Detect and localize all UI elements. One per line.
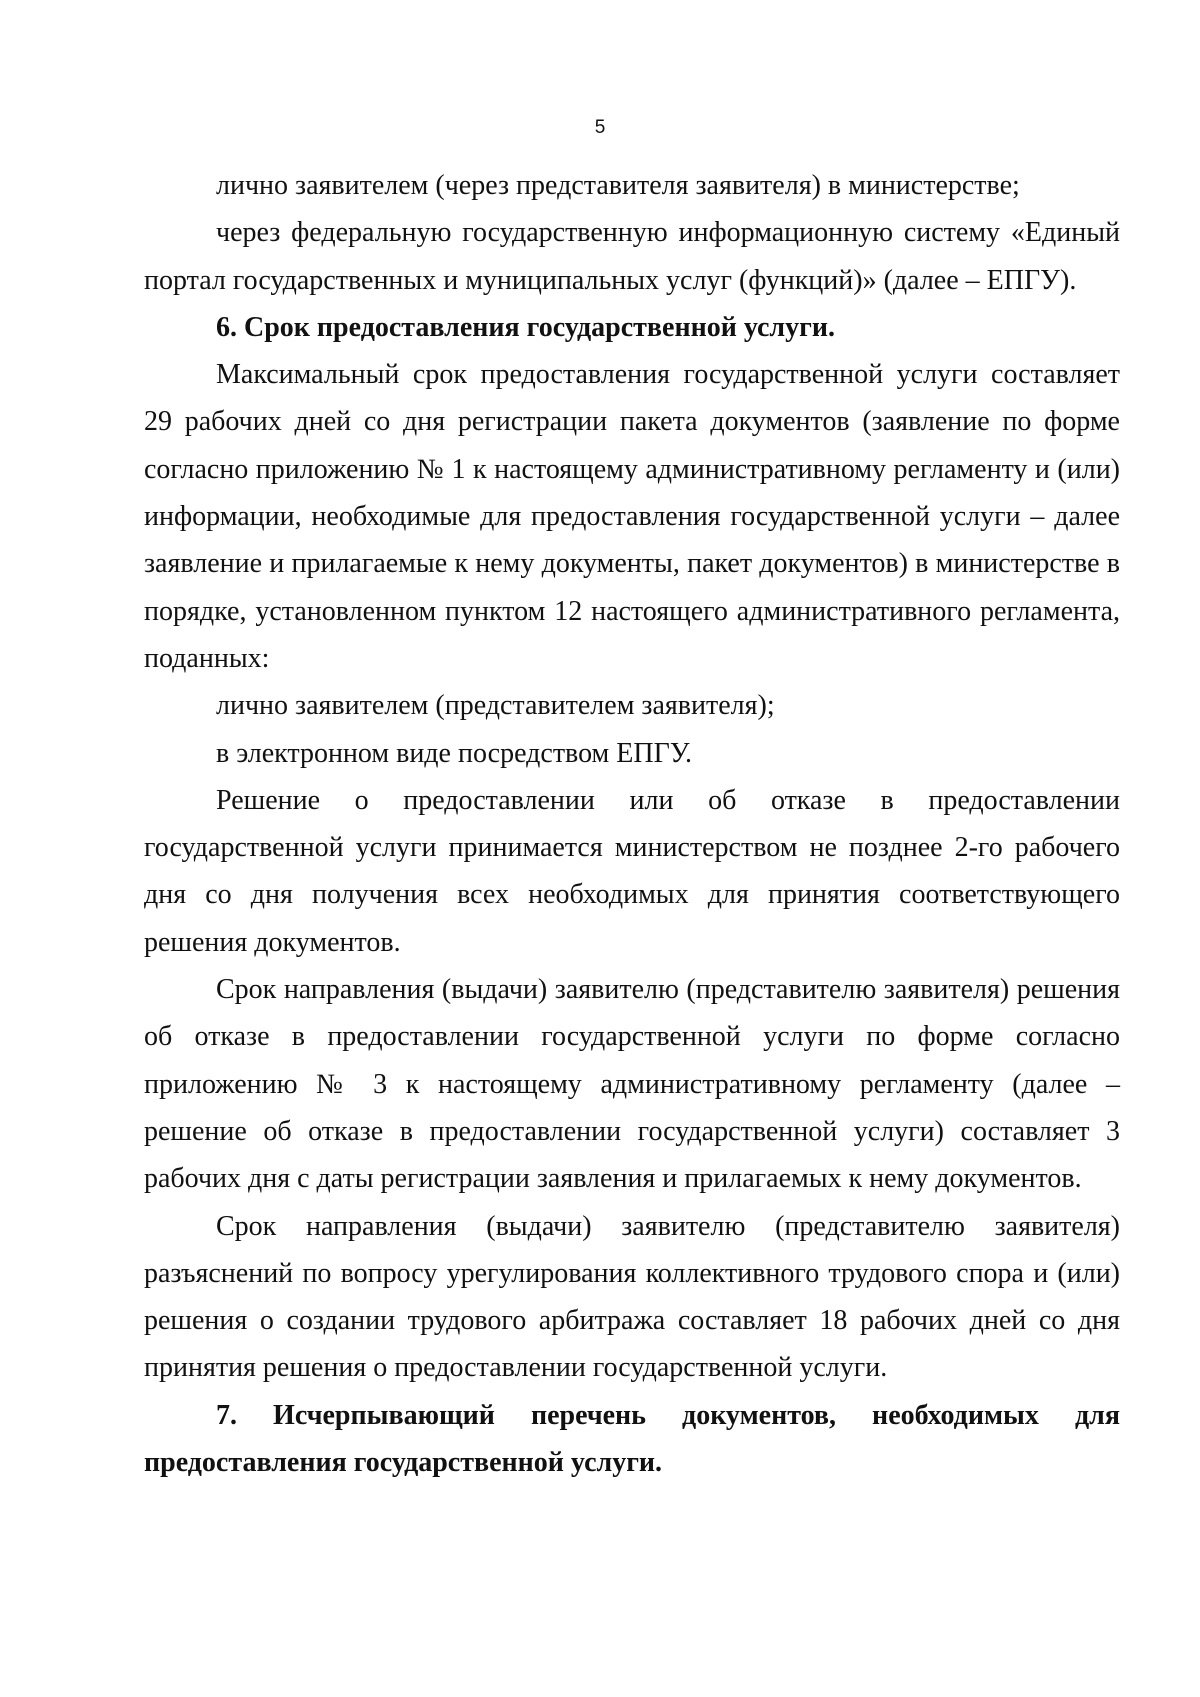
paragraph-electronic-epgu: в электронном виде посредством ЕПГУ. (216, 737, 693, 769)
section-6-heading: 6. Срок предоставления государственной услуги. (216, 311, 835, 343)
document-body (144, 162, 1120, 1486)
paragraph-personal-applicant: лично заявителем (представителем заявителя); (216, 690, 775, 722)
paragraph-epgu-submission: через федеральную государственную информационную систему «Единый портал государственных и муниципальных услуг (функций)» (далее – ЕПГУ). (144, 217, 1120, 296)
paragraph-refusal-term: Срок направления (выдачи) заявителю (представителю заявителя) решения об отказе в предоставлении государственной услуги по форме согласно приложению № 3 к настоящему административному регламенту (далее – решение об отказе в предоставлении государственной услуги) составляет 3 рабочих дня с даты регистрации заявления и прилагаемых к нему документов. (144, 974, 1120, 1195)
paragraph-clarification-term: Срок направления (выдачи) заявителю (представителю заявителя) разъяснений по вопросу урегулирования коллективного трудового спора и (или) решения о создании трудового арбитража составляет 18 рабочих дней со дня принятия решения о предоставлении государственной услуги. (144, 1210, 1120, 1384)
paragraph-personal-submission: лично заявителем (через представителя заявителя) в министерстве; (216, 170, 1020, 201)
paragraph-decision-term: Решение о предоставлении или об отказе в предоставлении государственной услуги принимается министерством не позднее 2-го рабочего дня со дня получения всех необходимых для принятия соответствующего решения документов. (144, 784, 1120, 958)
paragraph-max-term: Максимальный срок предоставления государственной услуги составляет 29 рабочих дней со дня регистрации пакета документов (заявление по форме согласно приложению № 1 к настоящему административному регламенту и (или) информации, необходимые для предоставления государственной услуги – далее заявление и прилагаемые к нему документы, пакет документов) в министерстве в порядке, установленном пунктом 12 настоящего административного регламента, поданных: (144, 359, 1120, 674)
section-7-heading: 7. Исчерпывающий перечень документов, необходимых для предоставления государственной услуги. (144, 1399, 1120, 1479)
page-number: 5 (594, 117, 606, 138)
